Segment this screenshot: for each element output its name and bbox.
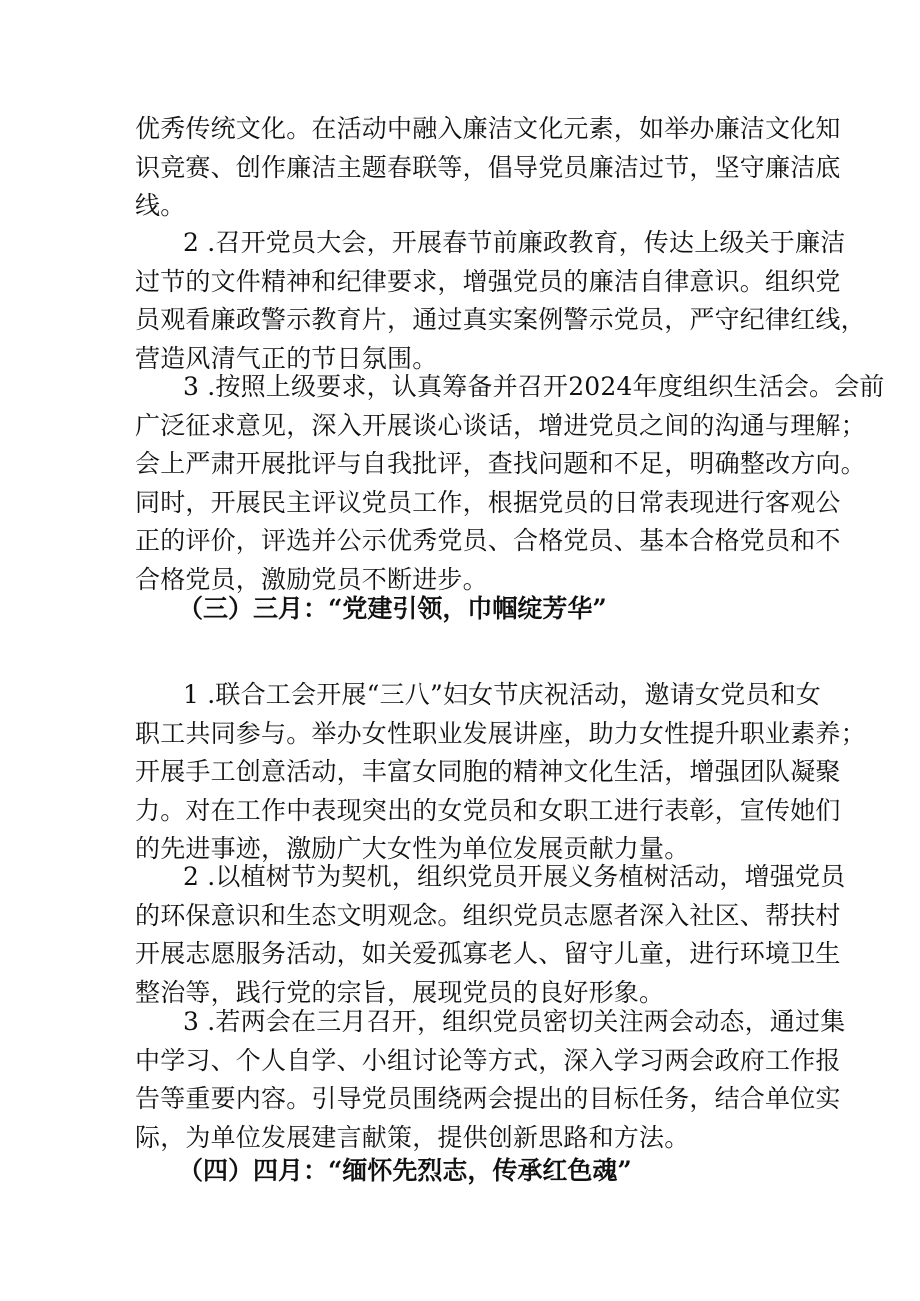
text-line: 广泛征求意见，深入开展谈心谈话，增进党员之间的沟通与理解； — [135, 410, 866, 440]
paragraph-item-3-feb — [135, 368, 885, 599]
text-line: 同时，开展民主评议党员工作，根据党员的日常表现进行客观公 — [135, 487, 841, 517]
paragraph-item-3-march — [135, 1003, 846, 1157]
text-line: 的环保意识和生态文明观念。组织党员志愿者深入社区、帮扶村 — [135, 900, 841, 930]
text-line: 3 .按照上级要求，认真筹备并召开2024年度组织生活会。会前 — [183, 372, 885, 401]
text-line: 开展手工创意活动，丰富女同胞的精神文化生活，增强团队凝聚 — [135, 757, 841, 786]
text-line: 过节的文件精神和纪律要求，增强党员的廉洁自律意识。组织党 — [135, 266, 841, 296]
text-line: 识竞赛、创作廉洁主题春联等，倡导党员廉洁过节，坚守廉洁底 — [135, 152, 841, 182]
text-line: 2 .召开党员大会，开展春节前廉政教育，传达上级关于廉洁 — [183, 228, 846, 257]
paragraph-item-2-march — [135, 858, 846, 1012]
section-heading-march: （三）三月：“党建引领，巾帼绽芳华” — [178, 594, 607, 623]
paragraph-item-1-march — [135, 676, 866, 869]
text-line: 的先进事迹，激励广大女性为单位发展贡献力量。 — [135, 834, 690, 863]
text-line: 2 .以植树节为契机，组织党员开展义务植树活动，增强党员 — [183, 862, 846, 891]
text-line: 合格党员，激励党员不断进步。 — [135, 564, 488, 594]
text-line: 1 .联合工会开展“三八”妇女节庆祝活动，邀请女党员和女 — [183, 680, 821, 709]
text-line: 告等重要内容。引导党员围绕两会提出的目标任务，结合单位实 — [135, 1084, 841, 1113]
text-line: 营造风清气正的节日氛围。 — [135, 343, 438, 373]
text-line: 优秀传统文化。在活动中融入廉洁文化元素，如举办廉洁文化知 — [135, 114, 841, 143]
text-line: 力。对在工作中表现突出的女党员和女职工进行表彰，宣传她们 — [135, 795, 841, 825]
text-line: 际，为单位发展建言献策，提供创新思路和方法。 — [135, 1122, 690, 1152]
text-line: 员观看廉政警示教育片，通过真实案例警示党员，严守纪律红线， — [135, 305, 866, 334]
text-line: 中学习、个人自学、小组讨论等方式，深入学习两会政府工作报 — [135, 1045, 841, 1075]
text-line: 开展志愿服务活动，如关爱孤寡老人、留守儿童，进行环境卫生 — [135, 939, 841, 968]
section-heading-april: （四）四月：“缅怀先烈志，传承红色魂” — [178, 1156, 632, 1185]
text-line: 整治等，践行党的宗旨，展现党员的良好形象。 — [135, 977, 665, 1007]
paragraph-item-2-feb — [135, 224, 866, 378]
text-line: 职工共同参与。举办女性职业发展讲座，助力女性提升职业素养； — [135, 718, 866, 748]
text-line: 正的评价，评选并公示优秀党员、合格党员、基本合格党员和不 — [135, 526, 841, 555]
text-line: 会上严肃开展批评与自我批评，查找问题和不足，明确整改方向。 — [135, 449, 866, 478]
paragraph-continuation — [135, 110, 841, 226]
text-line: 3 .若两会在三月召开，组织党员密切关注两会动态，通过集 — [183, 1007, 846, 1036]
text-line: 线。 — [135, 191, 186, 220]
